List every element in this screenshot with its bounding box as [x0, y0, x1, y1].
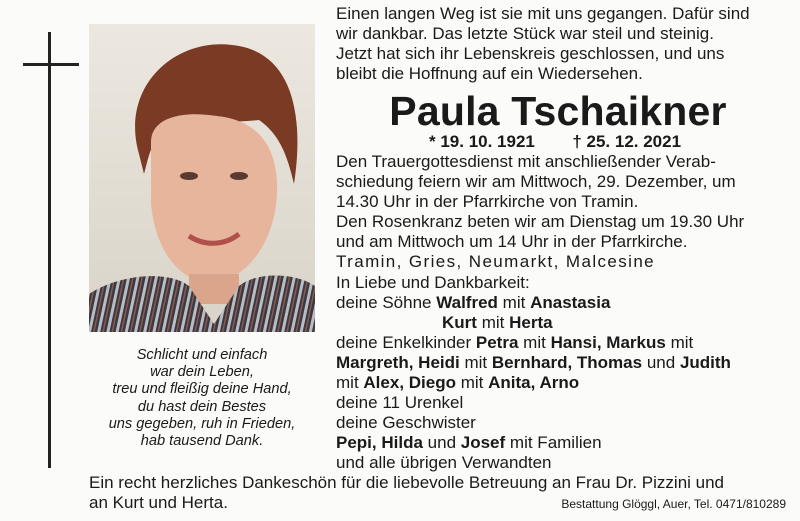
- service-info: [336, 152, 780, 474]
- poem-line: hab tausend Dank.: [140, 433, 264, 450]
- undertaker-info: Bestattung Glöggl, Auer, Tel. 0471/810289: [561, 497, 786, 511]
- main-text: [336, 4, 780, 474]
- poem-line: du hast dein Bestes: [137, 398, 267, 415]
- service-line: Den Trauergottesdienst mit anschließender Verab-: [336, 152, 716, 171]
- service-line: schiedung feiern wir am Mittwoch, 29. Dezember, um: [336, 172, 736, 192]
- grandchildren-line: mit Alex, Diego mit Anita, Arno: [336, 373, 580, 393]
- portrait-photo: [89, 24, 315, 332]
- poem: [89, 347, 315, 450]
- poem-line: treu und fleißig deine Hand,: [112, 381, 292, 398]
- relatives-line: und alle übrigen Verwandten: [336, 453, 552, 473]
- intro-line: Jetzt hat sich ihr Lebenskreis geschlossen, und uns: [336, 44, 725, 63]
- birth-date: * 19. 10. 1921: [429, 132, 535, 151]
- latin-cross-icon: [48, 32, 51, 468]
- great-grandchildren-line: deine 11 Urenkel: [336, 393, 464, 413]
- intro-line: Einen langen Weg ist sie mit uns gegangen. Dafür sind: [336, 4, 750, 23]
- mourners-intro: In Liebe und Dankbarkeit:: [336, 272, 530, 292]
- poem-line: uns gegeben, ruh in Frieden,: [108, 415, 296, 432]
- intro-verse: [336, 4, 780, 84]
- life-dates: [336, 132, 780, 152]
- grandchildren-line: deine Enkelkinder Petra mit Hansi, Markus mit: [336, 332, 694, 352]
- places: Tramin, Gries, Neumarkt, Malcesine: [336, 252, 656, 272]
- latin-cross-icon-bar: [23, 63, 79, 66]
- siblings-line: Pepi, Hilda und Josef mit Familien: [336, 433, 602, 453]
- service-line: 14.30 Uhr in der Pfarrkirche von Tramin.: [336, 192, 639, 212]
- service-line: Den Rosenkranz beten wir am Dienstag um 19.30 Uhr: [336, 212, 745, 232]
- poem-line: Schlicht und einfach: [136, 347, 268, 363]
- siblings-prefix: deine Geschwister: [336, 413, 476, 433]
- sons-line: deine Söhne Walfred mit Anastasia: [336, 292, 611, 312]
- poem-line: war dein Leben,: [150, 364, 254, 381]
- intro-line: bleibt die Hoffnung auf ein Wiedersehen.: [336, 64, 643, 83]
- grandchildren-line: Margreth, Heidi mit Bernhard, Thomas und Judith: [336, 352, 731, 372]
- deceased-name: Paula Tschaikner: [389, 88, 727, 134]
- death-date: † 25. 12. 2021: [572, 132, 682, 151]
- sons-line: Kurt mit Herta: [442, 312, 553, 332]
- thanks-line: an Kurt und Herta.: [89, 493, 228, 512]
- thanks-line: Ein recht herzliches Dankeschön für die liebevolle Betreuung an Frau Dr. Pizzini und: [89, 473, 725, 492]
- service-line: und am Mittwoch um 14 Uhr in der Pfarrkirche.: [336, 232, 688, 252]
- intro-line: wir dankbar. Das letzte Stück war steil und steinig.: [336, 24, 714, 43]
